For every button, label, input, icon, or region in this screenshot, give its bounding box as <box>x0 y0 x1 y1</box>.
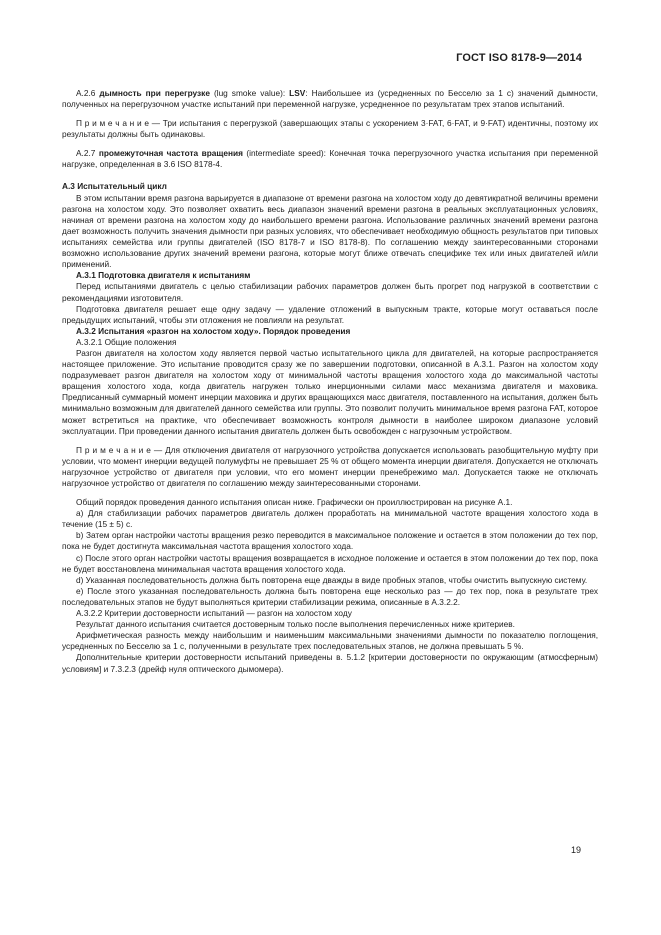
term: дымность при перегрузке <box>99 88 210 98</box>
document-header: ГОСТ ISO 8178-9—2014 <box>456 52 582 64</box>
list-item-b: b) Затем орган настройки частоты вращения резко переводится в максимальное положение и остается в этом положении до тех пор, пока не будет достигнута максимальная частота вращения холостого хода. <box>62 530 598 552</box>
paragraph: Результат данного испытания считается достоверным только после выполнения перечисленных ниже критериев. <box>76 619 515 630</box>
clause-a26 <box>62 88 598 110</box>
term-english: (lug smoke value): <box>209 88 290 98</box>
subsection-heading-a321: А.3.2.1 Общие положения <box>76 336 177 347</box>
list-item-d: d) Указанная последовательность должна быть повторена еще дважды в виде пробных этапов, чтобы очистить выпускную систему. <box>76 574 588 585</box>
clause-number: А.2.7 <box>76 148 99 159</box>
term-definition: : Наибольшее из (усредненных по Бесселю за 1 с) значений дымности, полученных на перегрузочном участке испытаний при переменной нагрузке, усредненное по результатам трех этапов испытаний. <box>62 88 598 110</box>
paragraph: Общий порядок проведения данного испытания описан ниже. Графически он проиллюстрирован на рисунке А.1. <box>76 497 513 508</box>
note-text: — Три испытания с перегрузкой (завершающих этапы с ускорением 3·FAT, 6·FAT, и 9·FAT) идентичны, поэтому их результаты должны быть одинаковы. <box>62 118 598 140</box>
page-body <box>62 88 598 675</box>
section-heading-a32: А.3.2 Испытания «разгон на холостом ходу». Порядок проведения <box>76 325 351 336</box>
list-item-e: e) После этого указанная последовательность должна быть повторена еще несколько раз — до тех пор, пока в результате трех последовательных этапов не будут выполняться критерии стабилизации режима, описанные в А.3.2.2. <box>62 585 598 607</box>
section-heading-a31: А.3.1 Подготовка двигателя к испытаниям <box>76 270 251 281</box>
page-number: 19 <box>570 845 581 855</box>
note-1 <box>62 118 598 140</box>
list-item-a: a) Для стабилизации рабочих параметров двигатель должен проработать на минимальной частоте вращения холостого хода в течение (15 ± 5) с. <box>62 508 598 530</box>
list-item-c: c) После этого орган настройки частоты вращения возвращается в исходное положение и остается в этом положении до тех пор, пока не будет восстановлена минимальная частота вращения холостого хода. <box>62 552 598 574</box>
paragraph: Разгон двигателя на холостом ходу является первой частью испытательного цикла для двигателей, на которые распространяется настоящее приложение. Это испытание проводится сразу же по завершении подготовки, описанной в А.3.1. Разгон на холостом ходу подразумевает разгон двигателя на холостом ходу от минимальной частоты вращения холостого хода до максимальной частоты вращения холостого хода, когда двигатель нагружен только инерционными силами масс механизма двигателя и маховика. Предписанный суммарный момент инерции маховика и других вращающихся масс двигателя, поставленного на испытания, должен быть минимально возможным для двигателей данного семейства или группы. Это позволит получить минимальное время разгона FAT, которое может встретиться на практике, что обеспечивает возможность контроля дымности в наиболее широком диапазоне условий эксплуатации. При проведении данного испытания двигатель должен быть освобожден с нагрузочным устройством. <box>62 347 598 436</box>
clause-number: А.2.6 <box>76 88 100 98</box>
term-definition: (intermediate speed): Конечная точка перегрузочного участка испытания при переменной нагрузке, определенная в 3.6 ISO 8178-4. <box>62 148 598 170</box>
paragraph: В этом испытании время разгона варьируется в диапазоне от времени разгона на холостом ходу до девятикратной величины времени разгона на холостом ходу. Это позволяет охватить весь диапазон значений времени разгона в реальных эксплуатационных условиях, начиная от времени разгона на холостом ходу до наибольшего времени разгона. Использование различных значений времени разгона дает возможность получить значения дымности при разных условиях, что обеспечивает необходимую общность результатов при типовых испытаниях семейства или группы двигателей (ISO 8178-7 и ISO 8178-8). По соглашению между заинтересованными сторонами возможно использование других значений времени разгона, которые могут ближе отвечать специфике тех или иных двигателей и/или применений. <box>62 192 598 270</box>
paragraph: Арифметическая разность между наибольшим и наименьшим максимальными значениями дымности по показателю поглощения, усредненных по Бесселю за 1 с, полученными в результате трех последовательных этапов, не должна превышать 5 %. <box>62 630 598 652</box>
term: промежуточная частота вращения <box>98 148 243 159</box>
term-abbreviation: LSV <box>289 88 306 98</box>
paragraph: Подготовка двигателя решает еще одну задачу — удаление отложений в выпускным тракте, которые могут оставаться после предыдущих испытаний, чтобы эти отложения не повлияли на результат. <box>62 303 598 325</box>
paragraph: Перед испытаниями двигатель с целью стабилизации рабочих параметров должен быть прогрет под нагрузкой в соответствии с рекомендациями изготовителя. <box>62 281 598 303</box>
note-text: — Для отключения двигателя от нагрузочного устройства допускается использовать разобщительную муфту при условии, что момент инерции ведущей полумуфты не превышает 25 % от общего момента инерции двигателя. Допускается не отключать нагрузочное устройство от двигателя при условии, что его момент инерции пренебрежимо мал. Допускается также не отключать нагрузочное устройство от двигателя по соглашению между заинтересованными сторонами. <box>62 444 599 488</box>
note-label: П р и м е ч а н и е <box>76 444 151 455</box>
subsection-heading-a322: А.3.2.2 Критерии достоверности испытаний — разгон на холостом ходу <box>76 608 352 619</box>
note-2 <box>62 445 598 489</box>
paragraph: Дополнительные критерии достоверности испытаний приведены в. 5.1.2 [критерии достоверности по окружающим (атмосферным) условиям] и 7.3.2.3 (дрейф нуля оптического дымомера). <box>62 652 598 674</box>
section-heading-a3: А.3 Испытательный цикл <box>62 180 167 191</box>
clause-a27 <box>62 148 598 170</box>
note-label: П р и м е ч а н и е <box>76 118 150 129</box>
